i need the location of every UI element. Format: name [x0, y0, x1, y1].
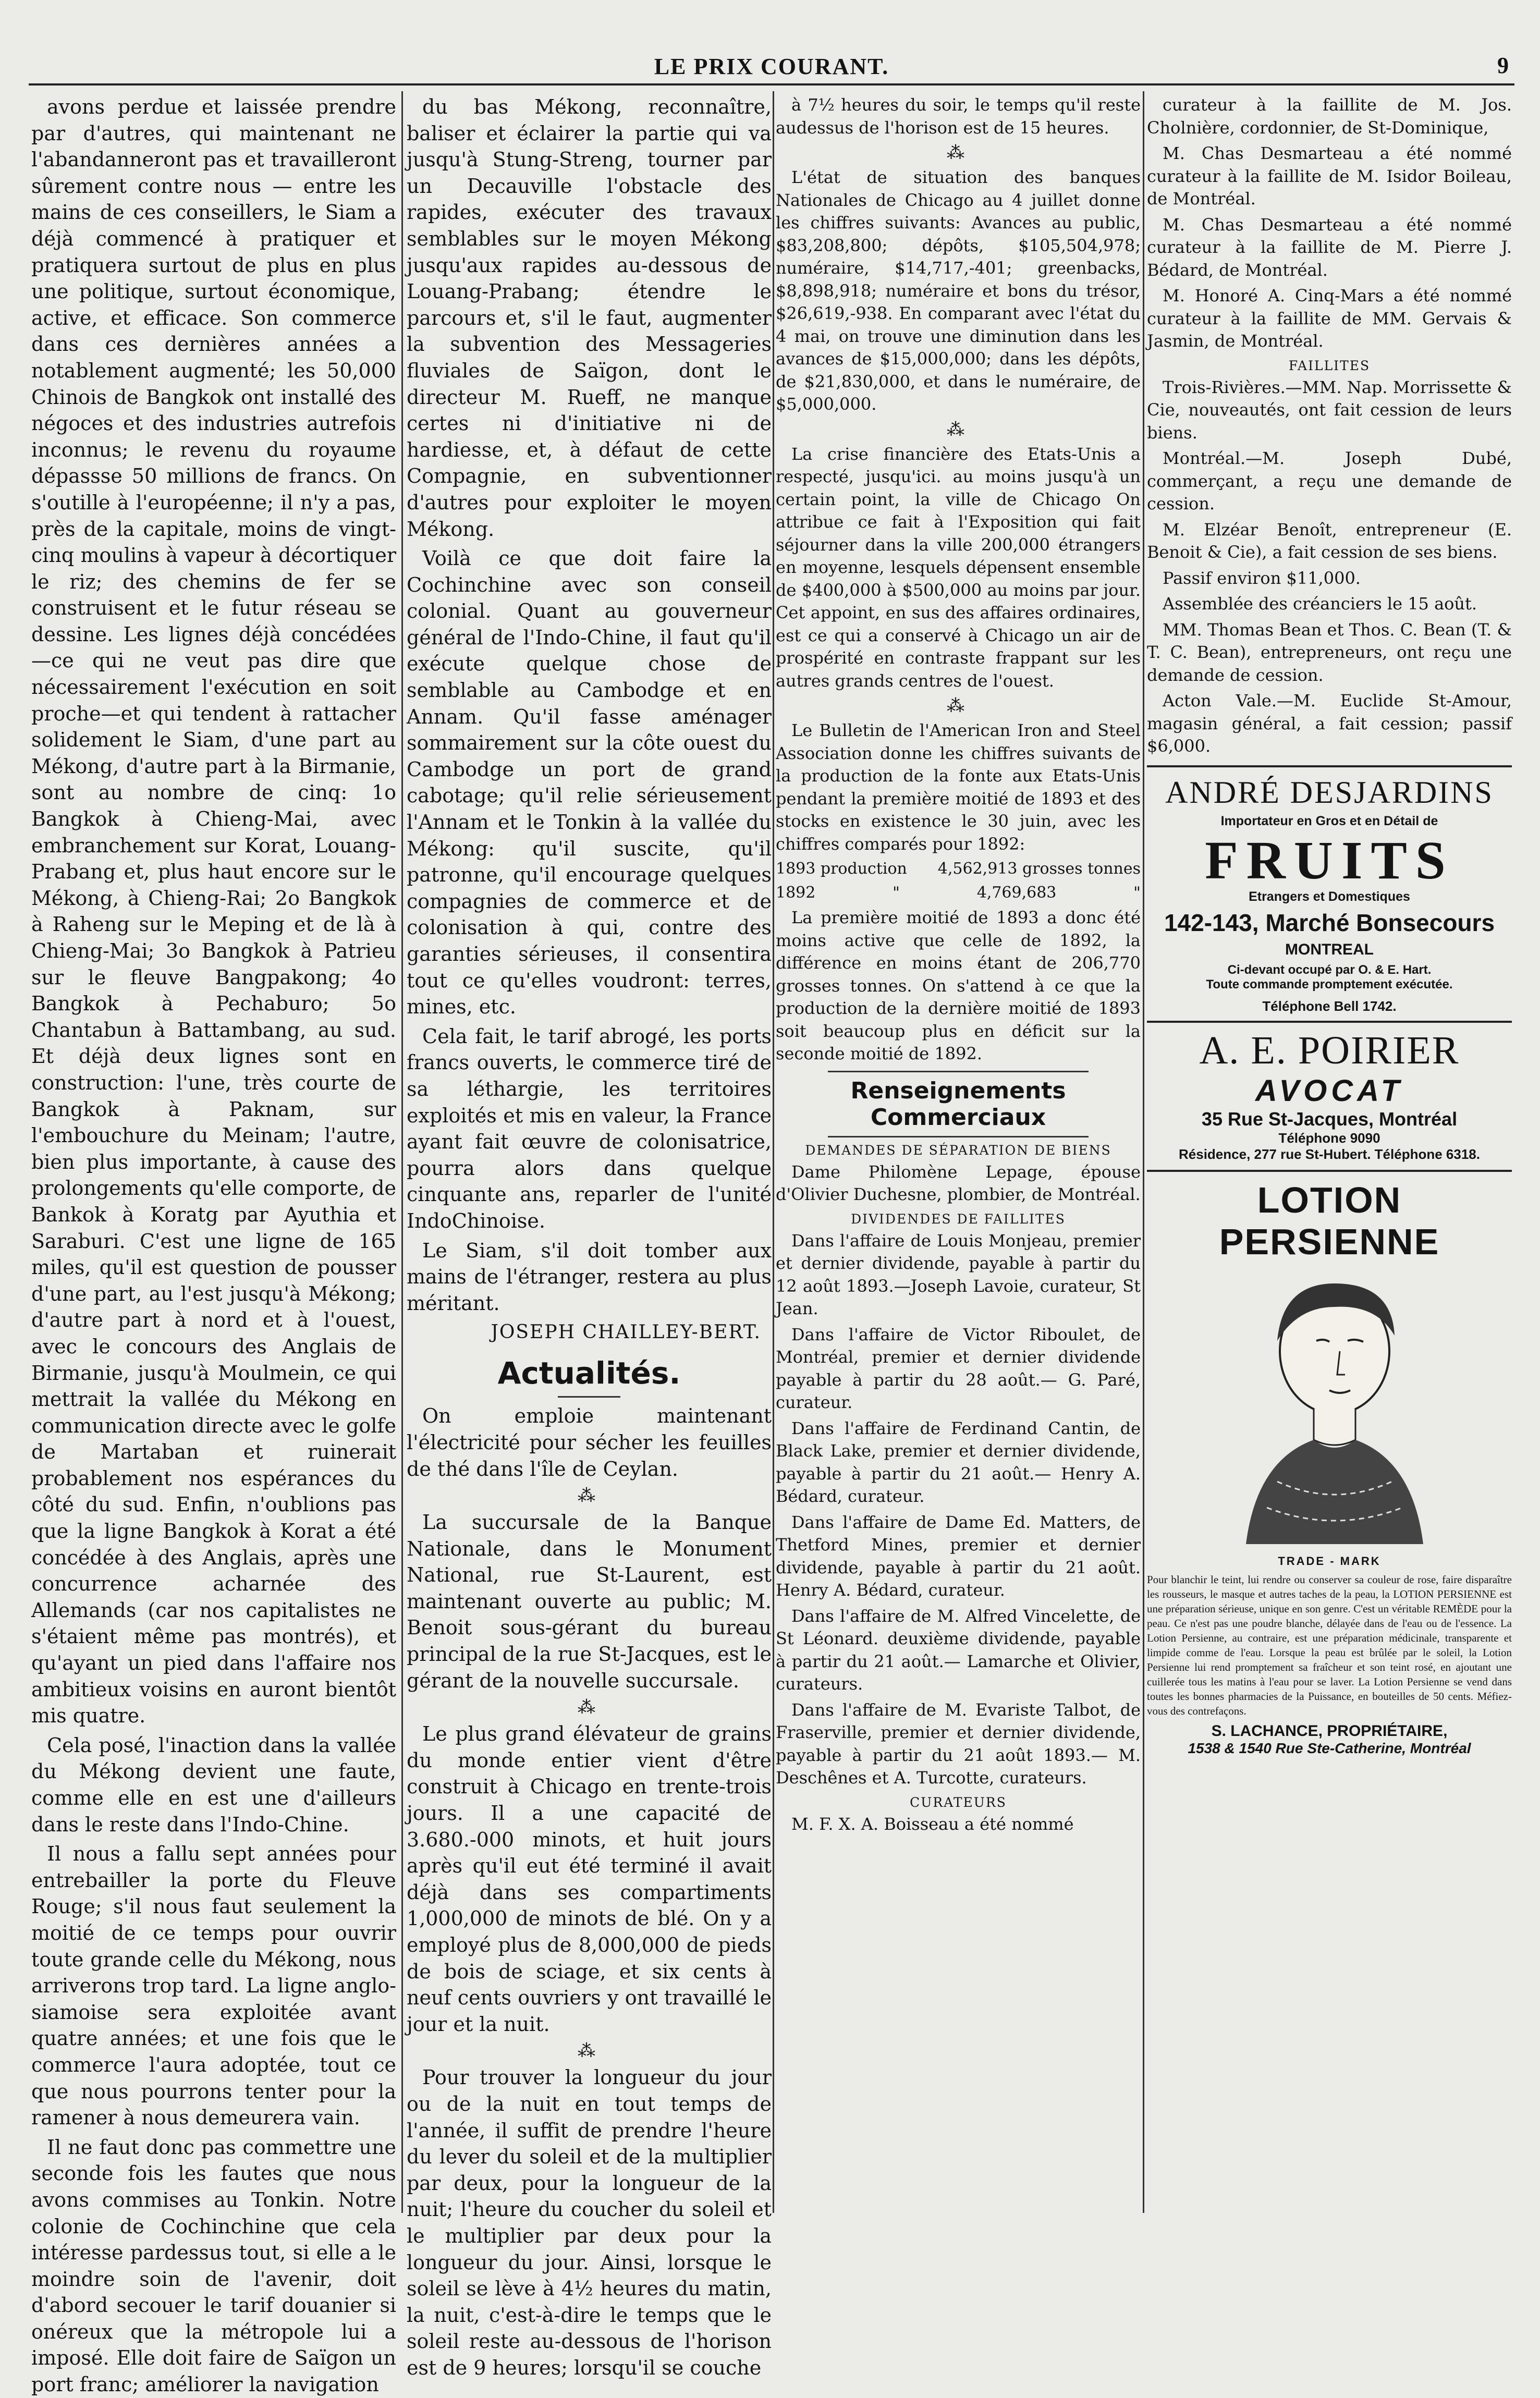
ad-rule	[1147, 1021, 1512, 1023]
notice-item: Passif environ $11,000.	[1163, 568, 1361, 588]
ad-residence: Résidence, 277 rue St-Hubert. Téléphone 6318.	[1179, 1146, 1480, 1162]
author-signature: JOSEPH CHAILLEY-BERT.	[491, 1322, 761, 1343]
article-paragraph: Cela fait, le tarif abrogé, les ports francs ouverts, le commerce tiré de sa léthargie, les territoires exploités et mis en valeur, la France ayant fait œuvre de colonisatrice, pourra alors dans quelque cinquante ans, reparler de l'unité IndoChinoise.	[407, 1024, 772, 1232]
ditto-mark: "	[893, 884, 900, 902]
notice-item: Montréal.—M. Joseph Dubé, commerçant, a reçu une demande de cession.	[1147, 448, 1512, 513]
ad-phone: Téléphone Bell 1742.	[1262, 998, 1397, 1014]
article-paragraph: du bas Mékong, reconnaître, baliser et éclairer la partie qui va jusqu'à Stung-Streng, tourner par un Decauville l'obstacle des rapides, exécuter des travaux semblables sur le moyen Mékong jusqu'aux rapides au-dessous de Louang-Prabang; étendre le parcours et, s'il le faut, augmenter la subvention des Messageries fluviales de Saïgon, dont le directeur M. Rueff, ne manque certes ni d'initiative ni de hardiesse, et, à défaut de cette Compagnie, en subventionner d'autres pour exploiter le moyen Mékong.	[407, 95, 772, 541]
ad-name: ANDRÉ DESJARDINS	[1165, 775, 1494, 810]
news-item: Pour trouver la longueur du jour ou de la nuit en tout temps de l'année, il suffit de prendre l'heure du lever du soleil et de la multiplier par deux, pour la longueur de la nuit; l'heure du coucher du soleil et le multiplier par deux pour la longueur du jour. Ainsi, lorsque le soleil se lève à 4½ heures du matin, la nuit, c'est-à-dire le temps que le soleil reste au-dessous de l'horison est de 9 heures; lorsqu'il se couche	[407, 2066, 772, 2379]
ad-body: Pour blanchir le teint, lui rendre ou conserver sa couleur de rose, faire disparaître les rousseurs, le masque et autres taches de la peau, la LOTION PERSIENNE est une préparation sérieuse, unique en son genre. C'est un véritable REMÈDE pour la peau. Ce n'est pas une poudre blanche, délayée dans de l'eau ou de l'essence. La Lotion Persienne, au contraire, est une préparation médicinale, transparente et limpide comme de l'eau. Lorsque la peau est brûlée par le soleil, la Lotion Persienne lui rend promptement sa fraîcheur et son teint rosé, en ajoutant une cuillerée tous les matins à l'eau pour se laver. La Lotion Persienne se vend dans toutes les bonnes pharmacies de la Puissance, en bouteilles de 50 cents. Méfiez-vous des contrefaçons.	[1147, 1573, 1512, 1717]
notice-item: M. Chas Desmarteau a été nommé curateur à la faillite de M. Isidor Boileau, de Montréal.	[1147, 143, 1512, 209]
asterism-separator: ⁂	[578, 1485, 601, 1507]
asterism-separator: ⁂	[947, 695, 970, 716]
ad-owner: S. LACHANCE, PROPRIÉTAIRE,	[1211, 1722, 1448, 1740]
header-rule	[29, 83, 1514, 85]
notice-item: Assemblée des créanciers le 15 août.	[1163, 594, 1477, 614]
article-paragraph: Il nous a fallu sept années pour entrebailler la porte du Fleuve Rouge; s'il nous faut seulement la moitié de ce temps pour ouvrir toute grande celle du Mékong, nous arriverons trop tard. La ligne anglo-siamoise sera exploitée avant quatre années; et une fois que le commerce l'aura adoptée, tout ce que nous pourrons tenter pour la ramener à nous demeurera vain.	[31, 1842, 396, 2130]
news-item: La première moitié de 1893 a donc été moins active que celle de 1892, la différence en moins étant de 206,770 grosses tonnes. On s'attend à ce que la production de la dernière moitié de 1893 soit beaucoup plus en déficit sur la seconde moitié de 1892.	[776, 908, 1141, 1063]
news-item: Le Bulletin de l'American Iron and Steel Association donne les chiffres suivants de la production de la fonte aux Etats-Unis pendant la première moitié de 1893 et des stocks en existence le 30 juin, avec les chiffres comparés pour 1892:	[776, 720, 1141, 854]
notice-item: curateur à la faillite de M. Jos. Cholnière, cordonnier, de St-Dominique,	[1147, 95, 1512, 138]
subhead-curateurs: CURATEURS	[910, 1794, 1007, 1810]
article-paragraph: Le Siam, s'il doit tomber aux mains de l'étranger, restera au plus méritant.	[407, 1239, 772, 1315]
section-title-actualites: Actualités.	[497, 1355, 681, 1391]
ad-rule	[1147, 765, 1512, 767]
subhead-dividendes: DIVIDENDES DE FAILLITES	[851, 1211, 1066, 1227]
notice-item: MM. Thomas Bean et Thos. C. Bean (T. & T. C. Bean), entrepreneurs, ont reçu une demande de cession.	[1147, 619, 1512, 685]
ad-line: Toute commande promptement exécutée.	[1206, 977, 1453, 992]
ad-phone: Téléphone 9090	[1278, 1130, 1380, 1146]
news-item: La succursale de la Banque Nationale, dans le Monument National, rue St-Laurent, est maintenant ouverte au public; M. Benoit sous-gérant du bureau principal de la rue St-Jacques, est le gérant de la nouvelle succursale.	[407, 1511, 772, 1692]
news-item: Le plus grand élévateur de grains du monde entier vient d'être construit à Chicago en trente-trois jours. Il a une capacité de 3.680.-000 minots, et huit jours après qu'il eut été terminé il avait déjà dans ses compartiments 1,000,000 de minots de blé. On y a employé plus de 8,000,000 de pieds de bois de sciage, et six cents à neuf cents ouvriers y ont travaillé le jour et la nuit.	[407, 1722, 772, 2036]
page-number: 9	[1497, 53, 1509, 78]
ad-rule	[1147, 1170, 1512, 1172]
trademark-label: TRADE - MARK	[1278, 1554, 1381, 1568]
ad-line: Etrangers et Domestiques	[1249, 889, 1410, 904]
subhead-faillites: FAILLITES	[1288, 358, 1371, 373]
woman-portrait-icon	[1215, 1263, 1444, 1555]
notice-item: Dans l'affaire de Louis Monjeau, premier et dernier dividende, payable à partir du 12 août 1893.—Joseph Lavoie, curateur, St Jean.	[776, 1230, 1141, 1318]
ad-address: 142-143, Marché Bonsecours	[1164, 909, 1495, 936]
article-paragraph: Cela posé, l'inaction dans la vallée du Mékong devient une faute, comme elle en est une d'ailleurs dans le reste dans l'Indo-Chine.	[31, 1733, 396, 1836]
news-item: On emploie maintenant l'électricité pour sécher les feuilles de thé dans l'île de Ceylan.	[407, 1404, 772, 1481]
article-paragraph: Il ne faut donc pas commettre une seconde fois les fautes que nous avons commises au Tonkin. Notre colonie de Cochinchine que cela intéresse pardessus tout, si elle a le moindre soin de l'avenir, doit d'abord secouer le tarif douanier si onéreux que la métropole lui a imposé. Elle doit faire de Saïgon un port franc; améliorer la navigation	[31, 2135, 396, 2396]
ad-address: 1538 & 1540 Rue Ste-Catherine, Montréal	[1188, 1740, 1471, 1756]
ad-city: MONTREAL	[1285, 940, 1374, 958]
ad-title: LOTION PERSIENNE	[1219, 1179, 1440, 1262]
article-paragraph: Voilà ce que doit faire la Cochinchine avec son conseil colonial. Quant au gouverneur général de l'Indo-Chine, il faut qu'il exécute quelque chose de semblable au Cambodge et en Annam. Qu'il fasse aménager sommairement sur la côte ouest du Cambodge un port de grand cabotage; qu'il relie sérieusement l'Annam et le Tonkin à la vallée du Mékong: qu'il suscite, qu'il patronne, qu'il encourage quelques compagnies de commerce et de colonisation à qui, contre des garanties sérieuses, il consentira tout ce qu'elles voudront: terres, mines, etc.	[407, 547, 772, 1019]
ad-title: AVOCAT	[1255, 1073, 1404, 1108]
production-value: 4,562,913 grosses tonnes	[937, 860, 1141, 878]
notice-item: Trois-Rivières.—MM. Nap. Morrissette & Cie, nouveautés, ont fait cession de leurs biens.	[1147, 377, 1512, 443]
subhead-separation: DEMANDES DE SÉPARATION DE BIENS	[805, 1142, 1111, 1158]
section-rule	[828, 1071, 1089, 1072]
ad-address: 35 Rue St-Jacques, Montréal	[1201, 1108, 1458, 1130]
news-item: à 7½ heures du soir, le temps qu'il reste audessus de l'horison est de 15 heures.	[776, 95, 1141, 138]
news-item: La crise financière des Etats-Unis a respecté, jusqu'ici. au moins jusqu'à un certain point, la ville de Chicago On attribue ce fait à l'Exposition qui fait séjourner dans la ville 200,000 étrangers en moyenne, lesquels dépensent ensemble de $400,000 à $500,000 au moins par jour. Cet appoint, en sus des affaires ordinaires, est ce qui a conservé à Chicago un air de prospérité en contraste frappant sur les autres grands centres de l'ouest.	[776, 444, 1141, 691]
short-rule	[558, 1396, 620, 1398]
ad-andre-desjardins	[1147, 775, 1512, 1014]
asterism-separator: ⁂	[578, 1697, 601, 1718]
article-paragraph: avons perdue et laissée prendre par d'autres, qui maintenant ne l'abandanneront pas et travailleront sûrement contre nous — entre les mains de ces conseillers, le Siam a déjà commencé à pratiquer et pratiquera surtout de plus en plus une politique, surtout économique, active, et efficace. Son commerce dans ces dernières années a notablement augmenté; les 50,000 Chinois de Bangkok ont installé des négoces et des industries autrefois inconnus; le revenu du royaume dépassse 50 millions de francs. On s'outille à l'européenne; il n'y a pas, près de la capitale, moins de vingt-cinq moulins à vapeur à décortiquer le riz; des chemins de fer se construisent et le futur réseau se dessine. Les lignes déjà concédées—ce qui ne veut pas dire que nécessairement l'exécution en soit proche—et qui tendent à rattacher solidement le Siam, d'une part au Mékong, d'autre part à la Birmanie, sont au nombre de cinq: 1o Bangkok à Chieng-Mai, avec embranchement sur Korat, Louang-Prabang et, plus haut encore sur le Mékong, à Chieng-Rai; 2o Bangkok à Raheng sur le Meping et de là à Chieng-Mai; 3o Bangkok à Patrieu sur le fleuve Bangpakong; 4o Bangkok à Pechaburo; 5o Chantabun à Battambang, au sud. Et déjà deux lignes sont en construction: l'une, très courte de Bangkok à Paknam, sur l'embouchure du Meinam; l'autre, bien plus importante, à cause des prolongements qu'elle comporte, de Bankok à Koratg par Ayuthia et Saraburi. C'est une ligne de 165 miles, qu'il est question de pousser d'une part, au l'est jusqu'à Mékong; d'autre part à nord et à l'ouest, avec le concours des Anglais de Birmanie, jusqu'à Moulmein, ce qui mettrait la vallée du Mékong en communication directe avec le golfe de Martaban et ruinerait probablement nos espérances du côté du sud. Enfin, n'oublions pas que la ligne Bangkok à Korat a été concédée à des Anglais, après une concurrence acharnée des Allemands (car nos capitalistes ne s'étaient même pas montrés), et qu'ayant un pied dans l'affaire nos ambitieux voisins en auront bientôt mis quatre.	[31, 95, 396, 1728]
ad-big-word: FRUITS	[1205, 830, 1454, 890]
notice-item: M. Chas Desmarteau a été nommé curateur à la faillite de M. Pierre J. Bédard, de Montréal.	[1147, 214, 1512, 280]
column-1	[31, 94, 396, 2396]
notice-item: M. Elzéar Benoît, entrepreneur (E. Benoit & Cie), a fait cession de ses biens.	[1147, 519, 1512, 562]
news-item: L'état de situation des banques Nationales de Chicago au 4 juillet donne les chiffres suivants: Avances au public, $83,208,800; dépôts, $105,504,978; numéraire, $14,717,-401; greenbacks, $8,898,918; numéraire et bons du trésor, $26,619,-938. En comparant avec l'état du 4 mai, on trouve une diminution dans les avances de $15,000,000; dans les dépôts, de $21,830,000, et dans le numéraire, de $5,000,000.	[776, 167, 1141, 414]
section-rule	[828, 1136, 1089, 1137]
ad-poirier	[1147, 1028, 1512, 1163]
notice-item: M. F. X. A. Boisseau a été nommé	[791, 1814, 1074, 1834]
section-title-renseignements: Renseignements Commerciaux	[850, 1077, 1066, 1131]
notice-item: Dans l'affaire de Dame Ed. Matters, de Thetford Mines, premier et dernier dividende, payable à partir du 21 août. Henry A. Bédard, curateur.	[776, 1512, 1141, 1600]
asterism-separator: ⁂	[947, 142, 970, 163]
column-divider	[401, 91, 403, 2213]
ad-line: Ci-devant occupé par O. & E. Hart.	[1227, 962, 1432, 977]
column-4	[1147, 94, 1512, 2210]
notice-item: Dans l'affaire de Ferdinand Cantin, de Black Lake, premier et dernier dividende, payable à partir du 21 août.— Henry A. Bédard, curateur.	[776, 1418, 1141, 1506]
notice-item: Dans l'affaire de M. Evariste Talbot, de Fraserville, premier et dernier dividende, payable à partir du 21 août 1893.— M. Deschênes et A. Turcotte, curateurs.	[776, 1699, 1141, 1788]
production-year: 1893 production	[776, 860, 907, 878]
production-value: 4,769,683	[976, 884, 1057, 902]
notice-item: Acton Vale.—M. Euclide St-Amour, magasin général, a fait cession; passif $6,000.	[1147, 691, 1512, 756]
column-divider	[1143, 91, 1144, 2213]
notice-item: Dans l'affaire de Victor Riboulet, de Montréal, premier et dernier dividende payable à partir du 28 août.— G. Paré, curateur.	[776, 1324, 1141, 1412]
notice-item: M. Honoré A. Cinq-Mars a été nommé curateur à la faillite de MM. Gervais & Jasmin, de Montréal.	[1147, 286, 1512, 351]
ditto-mark: "	[1133, 884, 1141, 902]
notice-item: Dame Philomène Lepage, épouse d'Olivier Duchesne, plombier, de Montréal.	[776, 1161, 1141, 1204]
ad-name: A. E. POIRIER	[1199, 1028, 1460, 1072]
newspaper-title: LE PRIX COURANT.	[654, 54, 889, 79]
column-divider	[773, 91, 774, 2213]
production-year: 1892	[776, 884, 816, 902]
notice-item: Dans l'affaire de M. Alfred Vincelette, de St Léonard. deuxième dividende, payable à partir du 21 août.— Lamarche et Olivier, curateurs.	[776, 1606, 1141, 1694]
column-2	[407, 94, 772, 2379]
ad-line: Importateur en Gros et en Détail de	[1220, 813, 1438, 828]
asterism-separator: ⁂	[947, 419, 970, 440]
production-row	[776, 859, 1141, 879]
column-3	[776, 94, 1141, 2210]
asterism-separator: ⁂	[578, 2040, 601, 2062]
production-row	[776, 883, 1141, 903]
ad-lotion-persienne	[1147, 1179, 1512, 1757]
